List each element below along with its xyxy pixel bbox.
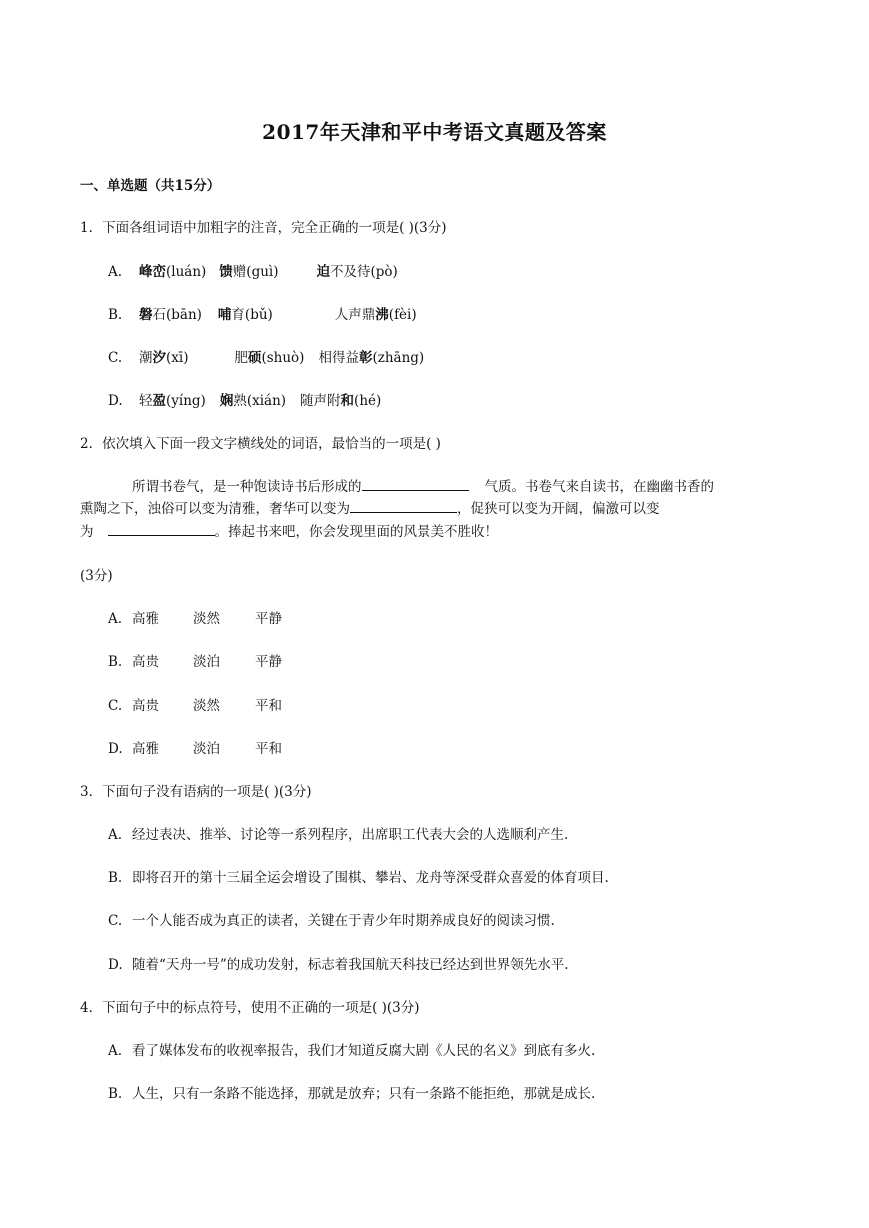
fill-blank-2 xyxy=(350,498,457,513)
option-text: 随着“天舟一号”的成功发射，标志着我国航天科技已经达到世界领先水平. xyxy=(132,957,569,973)
question-2-stem: 2．依次填入下面一段文字横线处的词语，最恰当的一项是( ) xyxy=(80,436,441,452)
option-text: 人生，只有一条路不能选择，那就是放弃；只有一条路不能拒绝，那就是成长. xyxy=(132,1086,596,1102)
option-letter: C. xyxy=(108,913,123,929)
option-letter: B. xyxy=(108,870,123,886)
option-word: 高雅 xyxy=(132,611,159,627)
option-letter: A. xyxy=(108,264,123,280)
question-1-option-b xyxy=(108,303,417,323)
question-3-option-a xyxy=(108,823,568,843)
fill-blank-3 xyxy=(108,521,215,536)
option-text: 即将召开的第十三届全运会增设了围棋、攀岩、龙舟等深受群众喜爱的体育项目. xyxy=(132,870,609,886)
option-letter: C. xyxy=(108,698,123,714)
question-3-option-d xyxy=(108,953,569,973)
bold-word: 峰峦 xyxy=(139,264,166,280)
option-letter: D. xyxy=(108,741,123,757)
option-word: 平静 xyxy=(255,654,282,670)
pinyin: 赠(guì) xyxy=(232,264,279,280)
word: 人声鼎 xyxy=(334,307,376,323)
passage-line-1 xyxy=(132,475,714,495)
option-word: 淡泊 xyxy=(193,741,220,757)
bold-char: 迫 xyxy=(316,264,330,280)
option-word: 平和 xyxy=(255,698,282,714)
option-word: 高雅 xyxy=(132,741,159,757)
option-text: 经过表决、推举、讨论等一系列程序，出席职工代表大会的人选顺利产生. xyxy=(132,827,569,843)
option-word: 淡泊 xyxy=(193,654,220,670)
passage-text: 气质。书卷气来自读书，在幽幽书香的 xyxy=(484,479,714,495)
bold-char: 彰 xyxy=(358,350,373,366)
question-3-option-c xyxy=(108,909,555,929)
pinyin: 石(bān) xyxy=(152,307,202,323)
pinyin: (zhāng) xyxy=(372,350,425,366)
word: 随声附 xyxy=(300,393,341,409)
pinyin: 熟(xián) xyxy=(233,393,287,409)
bold-char: 娴 xyxy=(219,393,234,409)
option-word: 高贵 xyxy=(132,698,159,714)
document-title: 2017年天津和平中考语文真题及答案 xyxy=(262,120,607,144)
passage-line-2 xyxy=(80,497,660,517)
bold-char: 哺 xyxy=(217,307,232,323)
option-word: 平和 xyxy=(255,741,282,757)
question-2-option-a xyxy=(108,607,282,627)
section-heading: 一、单选题（共15分） xyxy=(80,178,221,194)
word: 肥 xyxy=(234,350,248,366)
question-1-option-a xyxy=(108,260,398,280)
passage-text: 为 xyxy=(80,524,94,540)
passage-line-3 xyxy=(80,520,498,540)
question-3-option-b xyxy=(108,866,609,886)
pinyin: (fèi) xyxy=(388,307,417,323)
option-word: 高贵 xyxy=(132,654,159,670)
bold-char: 馈 xyxy=(219,264,233,280)
bold-char: 磐 xyxy=(139,307,153,323)
question-1-stem: 1．下面各组词语中加粗字的注音，完全正确的一项是( )(3分) xyxy=(80,220,447,236)
pinyin: 育(bǔ) xyxy=(231,307,273,323)
question-2-score: (3分) xyxy=(80,568,113,584)
question-4-stem: 4．下面句子中的标点符号，使用不正确的一项是( )(3分) xyxy=(80,1000,420,1016)
option-word: 淡然 xyxy=(193,698,220,714)
option-text: 一个人能否成为真正的读者，关键在于青少年时期养成良好的阅读习惯. xyxy=(132,913,555,929)
option-letter: B. xyxy=(108,1086,123,1102)
fill-blank-1 xyxy=(362,476,469,491)
word: 轻 xyxy=(139,393,153,409)
question-2-option-d xyxy=(108,737,282,757)
passage-text: 熏陶之下，浊俗可以变为清雅，奢华可以变为 xyxy=(80,501,350,517)
question-1-option-d xyxy=(108,389,381,409)
option-letter: A. xyxy=(108,827,123,843)
option-text: 看了媒体发布的收视率报告，我们才知道反腐大剧《人民的名义》到底有多火. xyxy=(132,1043,596,1059)
question-1-option-c xyxy=(108,346,424,366)
bold-char: 和 xyxy=(340,393,355,409)
option-word: 平静 xyxy=(255,611,282,627)
word: 潮 xyxy=(139,350,153,366)
word: 相得益 xyxy=(318,350,359,366)
pinyin: 不及待(pò) xyxy=(330,264,398,280)
option-letter: C. xyxy=(108,350,123,366)
question-3-stem: 3．下面句子没有语病的一项是( )(3分) xyxy=(80,784,312,800)
option-letter: B. xyxy=(108,307,123,323)
pinyin: (luán) xyxy=(166,264,207,280)
option-letter: D. xyxy=(108,393,123,409)
pinyin: (hé) xyxy=(354,393,382,409)
pinyin: (shuò) xyxy=(261,350,305,366)
passage-text: 所谓书卷气，是一种饱读诗书后形成的 xyxy=(132,479,362,495)
passage-text: ，促狭可以变为开阔，偏激可以变 xyxy=(457,501,660,517)
option-letter: A. xyxy=(108,611,123,627)
pinyin: (xī) xyxy=(166,350,189,366)
passage-text: 。捧起书来吧，你会发现里面的风景美不胜收！ xyxy=(214,524,498,540)
question-2-option-b xyxy=(108,650,282,670)
option-word: 淡然 xyxy=(193,611,220,627)
bold-char: 汐 xyxy=(152,350,166,366)
pinyin: (yíng) xyxy=(166,393,206,409)
bold-char: 硕 xyxy=(247,350,262,366)
bold-char: 盈 xyxy=(152,393,166,409)
option-letter: D. xyxy=(108,957,123,973)
bold-char: 沸 xyxy=(375,307,389,323)
question-2-option-c xyxy=(108,694,282,714)
question-4-option-a xyxy=(108,1039,595,1059)
question-4-option-b xyxy=(108,1082,595,1102)
option-letter: B. xyxy=(108,654,123,670)
option-letter: A. xyxy=(108,1043,123,1059)
